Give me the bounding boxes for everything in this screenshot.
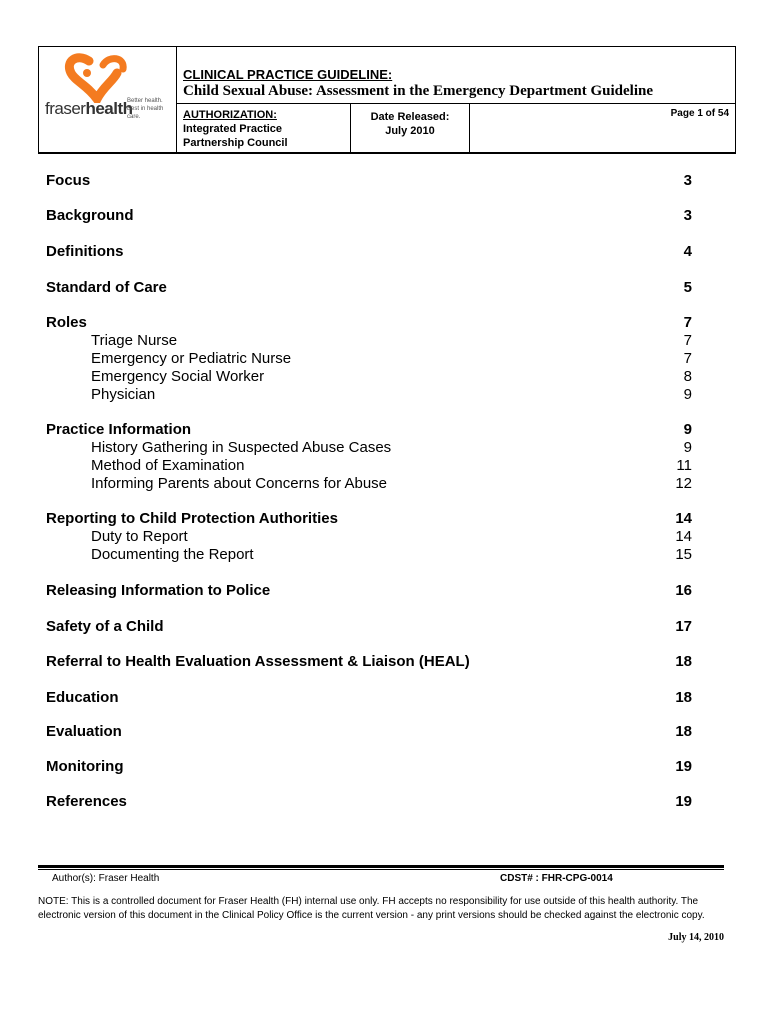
toc-label: Evaluation <box>46 723 122 740</box>
toc-label: Emergency Social Worker <box>91 368 265 385</box>
toc-page-number: 9 <box>683 386 692 403</box>
toc-section <box>46 758 692 778</box>
toc-section <box>46 653 692 673</box>
toc-page-number: 11 <box>676 457 692 474</box>
toc-label: Definitions <box>46 243 124 260</box>
toc-page-number: 18 <box>675 723 692 740</box>
toc-page-number: 3 <box>683 207 692 224</box>
toc-label: Informing Parents about Concerns for Abuse <box>91 475 388 492</box>
logo-wordmark: fraserhealth <box>45 99 133 118</box>
date-released-cell: Date Released: July 2010 <box>351 104 470 154</box>
toc-page-number: 18 <box>675 653 692 670</box>
logo-tagline: Better health. Best in health care. <box>127 98 164 120</box>
toc-label: Documenting the Report <box>91 546 254 563</box>
footer-authors: Author(s): Fraser Health <box>52 873 160 884</box>
toc-label: Reporting to Child Protection Authorities <box>46 510 338 527</box>
page-info: Page 1 of 54 <box>670 108 729 119</box>
toc-page-number: 9 <box>683 439 692 456</box>
toc-subsection <box>46 439 692 459</box>
toc-subsection <box>46 528 692 548</box>
toc-label: References <box>46 793 127 810</box>
toc-label: Focus <box>46 172 91 189</box>
fraser-health-logo-icon <box>59 51 137 103</box>
toc-subsection <box>46 457 692 477</box>
toc-label: Monitoring <box>46 758 124 775</box>
toc-page-number: 14 <box>675 528 692 545</box>
document-title: Child Sexual Abuse: Assessment in the Emergency Department Guideline <box>183 83 654 99</box>
toc-label: Referral to Health Evaluation Assessment & Liaison (HEAL) <box>46 653 470 670</box>
toc-subsection <box>46 350 692 370</box>
toc-page-number: 7 <box>683 350 692 367</box>
toc-section <box>46 689 692 709</box>
toc-page-number: 8 <box>683 368 692 385</box>
guideline-label: CLINICAL PRACTICE GUIDELINE: <box>183 67 393 82</box>
toc-section <box>46 314 692 334</box>
toc-page-number: 16 <box>675 582 692 599</box>
footer-note: NOTE: This is a controlled document for Fraser Health (FH) internal use only. FH accepts no responsibility for use outside of this health authority. The electronic version of this document in the Clinical Policy Office is the current version - any print versions should be checked against the electronic copy. <box>38 896 705 921</box>
toc-subsection <box>46 386 692 406</box>
toc-page-number: 15 <box>675 546 692 563</box>
toc-section <box>46 207 692 227</box>
toc-page-number: 14 <box>675 510 692 527</box>
authorization-cell: AUTHORIZATION: Integrated Practice Partnership Council <box>176 104 351 154</box>
toc-section <box>46 582 692 602</box>
toc-page-number: 9 <box>683 421 692 438</box>
toc-label: Releasing Information to Police <box>46 582 271 599</box>
toc-label: Background <box>46 207 134 224</box>
footer-cdst: CDST# : FHR-CPG-0014 <box>500 873 613 884</box>
toc-page-number: 12 <box>675 475 692 492</box>
toc-section <box>46 618 692 638</box>
logo-cell <box>39 47 177 153</box>
toc-label: Physician <box>91 386 156 403</box>
toc-label: Education <box>46 689 119 706</box>
toc-section <box>46 510 692 530</box>
toc-label: Standard of Care <box>46 279 167 296</box>
toc-page-number: 7 <box>683 314 692 331</box>
toc-label: Practice Information <box>46 421 192 438</box>
toc-page-number: 7 <box>683 332 692 349</box>
toc-subsection <box>46 475 692 495</box>
footer-rule <box>38 865 724 868</box>
toc-label: Method of Examination <box>91 457 245 474</box>
toc-page-number: 4 <box>683 243 692 260</box>
toc-section <box>46 421 692 441</box>
toc-page-number: 5 <box>683 279 692 296</box>
toc-section <box>46 243 692 263</box>
toc-page-number: 19 <box>675 758 692 775</box>
toc-page-number: 17 <box>675 618 692 635</box>
toc-page-number: 19 <box>675 793 692 810</box>
toc-subsection <box>46 332 692 352</box>
toc-label: Roles <box>46 314 87 331</box>
toc-page-number: 3 <box>683 172 692 189</box>
toc-label: Safety of a Child <box>46 618 164 635</box>
toc-section <box>46 793 692 813</box>
toc-section <box>46 172 692 192</box>
toc-page-number: 18 <box>675 689 692 706</box>
toc-section <box>46 279 692 299</box>
toc-subsection <box>46 368 692 388</box>
toc-section <box>46 723 692 743</box>
toc-label: Emergency or Pediatric Nurse <box>91 350 292 367</box>
header-info-row <box>176 103 735 154</box>
toc-label: History Gathering in Suspected Abuse Cases <box>91 439 392 456</box>
footer-rule-thin <box>38 869 724 870</box>
toc-label: Duty to Report <box>91 528 188 545</box>
toc-label: Triage Nurse <box>91 332 178 349</box>
footer-date: July 14, 2010 <box>668 932 724 943</box>
document-header <box>38 46 736 154</box>
toc-subsection <box>46 546 692 566</box>
